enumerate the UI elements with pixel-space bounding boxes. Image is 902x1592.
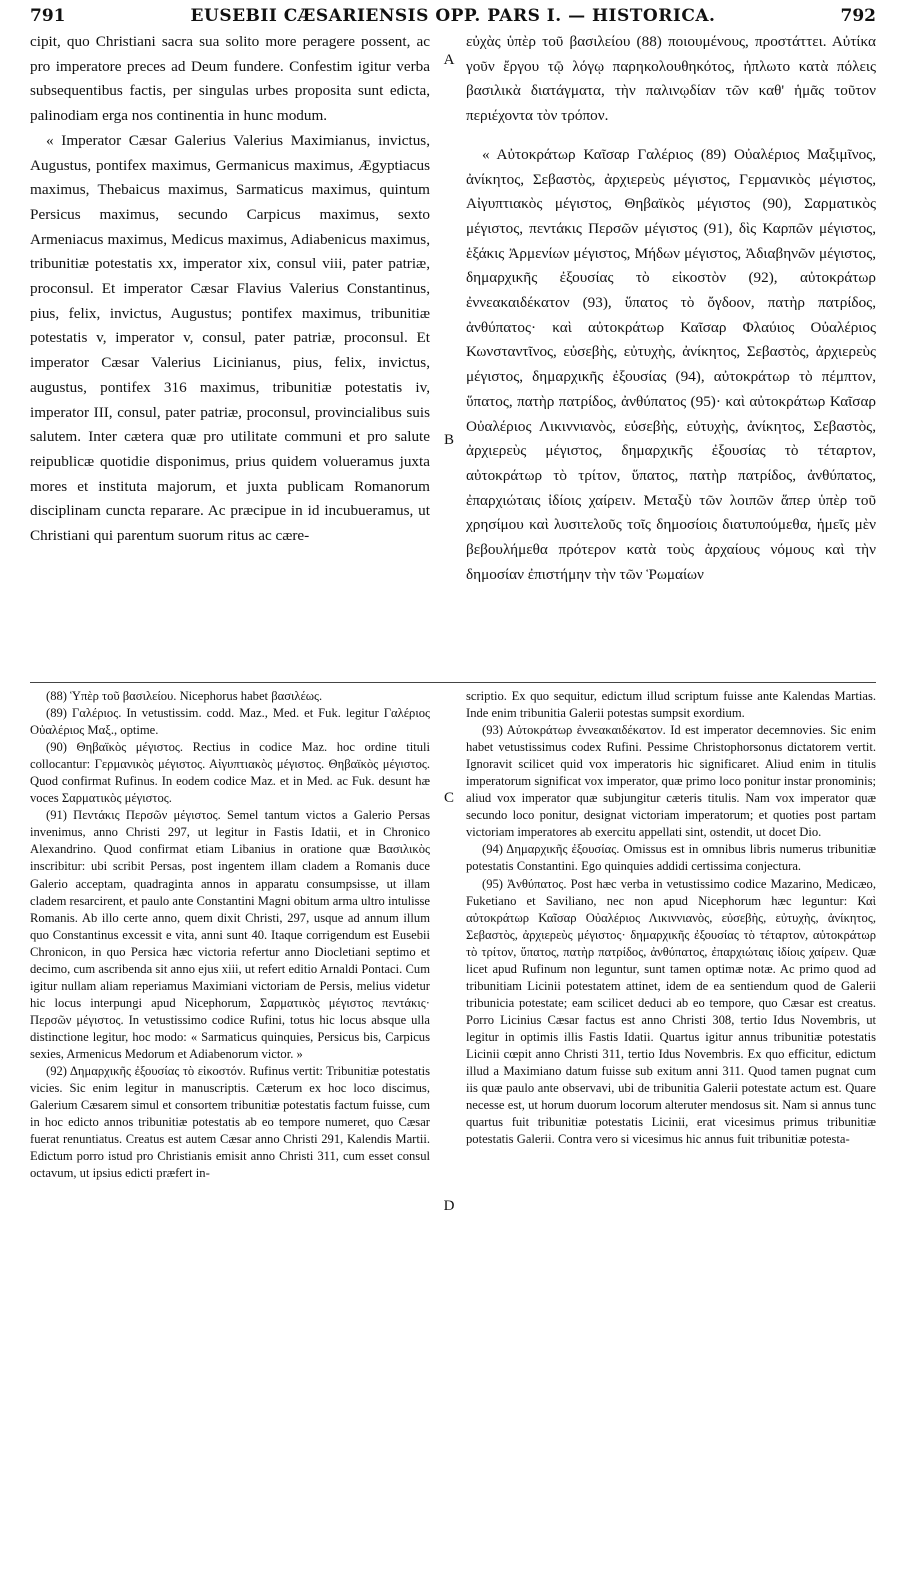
note-92: (92) Δημαρχικῆς ἐξουσίας τὸ εἰκοστόν. Rufinus vertit: Tribunitiæ potestatis vicies. Sic enim legitur in manuscriptis. Cæterum ex hoc loco discimus, Galerium Cæsarem simul et consortem tribunitiæ potestatis factum fuisse, cum in hoc edicto annos tribunitiæ potestatis ab eo tempore numeret, quo Cæsar fuerat renuntiatus. Creatus est autem Cæsar anno Christi 291, Kalendis Martii. Edictum porro istud pro Christianis emisit anno Christi 311, cum esset consul octavum, ut ipsius edicti præfert in-	[30, 1064, 430, 1181]
page-number-left: 791	[30, 6, 66, 26]
footnote-divider	[30, 682, 876, 683]
margin-letter-a: A	[443, 52, 455, 68]
running-header	[30, 6, 876, 32]
note-88: (88) Ὑπὲρ τοῦ βασιλείου. Nicephorus habet βασιλέως.	[46, 689, 323, 703]
notes-right-column	[466, 688, 876, 1583]
greek-paragraph-1: εὐχὰς ὑπὲρ τοῦ βασιλείου (88) ποιουμένους, προστάττει. Αὐτίκα γοῦν ἔργου τῷ λόγῳ παρηκολουθηκότος, ἡπλωτο κατὰ πόλεις βασιλικὰ διατάγματα, τὴν παλινῳδίαν τῶν καθ' ἡμᾶς τοῦτον περιέχοντα τὸν τρόπον.	[466, 33, 876, 125]
greek-paragraph-2: « Αὐτοκράτωρ Καῖσαρ Γαλέριος (89) Οὐαλέριος Μαξιμῖνος, ἀνίκητος, Σεβαστὸς, ἀρχιερεὺς μέγιστος, Γερμανικὸς μέγιστος, Αἰγυπτιακὸς μέγιστος, Θηβαϊκὸς μέγιστος (90), Σαρματικὸς μέγιστος, πεντάκις Περσῶν μέγιστος (91), δὶς Καρπῶν μέγιστος, ἑξάκις Ἀρμενίων μέγιστος, Μήδων μέγιστος, Ἀδιαβηνῶν μέγιστος, δημαρχικῆς ἐξουσίας τὸ εἰκοστὸν (92), αὐτοκράτωρ ἐννεακαιδέκατον (93), ὕπατος τὸ ὄγδοον, πατὴρ πατρίδος, ἀνθύπατος· καὶ αὐτοκράτωρ Καῖσαρ Φλαύιος Οὐαλέριος Κωνσταντῖνος, εὐσεβὴς, εὐτυχὴς, ἀνίκητος, Σεβαστὸς, ἀρχιερεὺς μέγιστος, δημαρχικῆς ἐξουσίας (94), αὐτοκράτωρ τὸ πέμπτον, ὕπατος, πατὴρ πατρίδος, ἀνθύπατος (95)· καὶ αὐτοκράτωρ Καῖσαρ Οὐαλέριος Λικιννιανὸς, εὐσεβὴς, εὐτυχὴς, ἀνίκητος, Σεβαστὸς, ἀρχιερεὺς μέγιστος, δημαρχικῆς ἐξουσίας τὸ τέταρτον, αὐτοκράτωρ τὸ τρίτον, ὕπατος, πατὴρ πατρίδος, ἀνθύπατος, ἐπαρχιώταις ἰδίοις χαίρειν. Μεταξὺ τῶν λοιπῶν ἅπερ ὑπὲρ τοῦ χρησίμου καὶ λυσιτελοῦς τοῖς δημοσίοις διατυπούμεθα, ἡμεῖς μὲν βεβουλήμεθα πρότερον κατὰ τοὺς ἀρχαίους νόμους καὶ τὴν δημοσίαν ἐπιστήμην τὴν τῶν Ῥωμαίων	[466, 145, 876, 583]
running-title: EUSEBII CÆSARIENSIS OPP. PARS I. — HISTORICA.	[190, 6, 716, 26]
note-93: (93) Αὐτοκράτωρ ἐννεακαιδέκατον. Id est imperator decemnovies. Sic enim habet vetustissimus codex Rufini. Pessime Christophorsonus dictatorem vertit. Ignoravit scilicet quid vox imperatoris hic significaret. Aliud enim in titulis imperatorum significat vox imperator, quæ primo loco ponitur instar pronominis; aliud vox imperator quæ subjungitur cæteris titulis. Nam vox imperator quæ secundo loco ponitur, designat victoriam imperatorum; et quoties post partam victoriam imperatores ab exercitu appellati sint, ostendit, ut docet Dio.	[466, 723, 876, 840]
main-greek-column	[466, 30, 876, 680]
note-95: (95) Ἀνθύπατος. Post hæc verba in vetustissimo codice Mazarino, Medicæo, Fuketiano et Saviliano, nec non apud Nicephorum hæc leguntur: Καὶ αὐτοκράτωρ Καῖσαρ Οὐαλέριος Λικιννιανὸς, εὐσεβὴς, εὐτυχὴς, ἀνίκητος, Σεβαστὸς, ἀρχιερεὺς μέγιστος· δημαρχικῆς ἐξουσίας τὸ τέταρτον, αὐτοκράτωρ τὸ τρίτον, ὕπατος, πατὴρ πατρίδος, ἀνθύπατος, ἐπαρχιώταις ἰδίοις χαίρειν. Quæ licet apud Rufinum non leguntur, sunt tamen optimæ notæ. Ac primo quod ad tribunitiam Licinii potestatem attinet, idem de ea sentiendum quod de Galerii tribunicia potestate; eam scilicet deduci ab eo tempore, quo Cæsar est creatus. Porro Licinius Cæsar factus est anno Christi 308, tertio Idus Novembris, ut legitur in optimis illis Fastis Idatii. Quartus igitur annus tribunitiæ potestatis Licinii cœpit anno Christi 311, tertio Idus Novembris. Ex quo efficitur, edictum illud a Maximiano datum fuisse sub exitum anni 311. Quod tamen pugnat cum iis quæ paulo ante observavi, ubi de tribunitia Galerii potestate actum est. Quare necesse est, ut horum duorum locorum alteruter mendosus sit. Nam si annus tunc quartus fuit tribunitiæ potestatis Licinii, erat vicesimus primus tribunitiæ potestatis Galerii. Contra vero si vicesimus hic annus fuit tribunitiæ potesta-	[466, 876, 876, 1147]
notes-left-column	[30, 688, 430, 1583]
latin-paragraph-2: « Imperator Cæsar Galerius Valerius Maximianus, invictus, Augustus, pontifex maximus, Germanicus maximus, Ægyptiacus maximus, Thebaicus maximus, Sarmaticus maximus, quintum Persicus maximus, secundo Carpicus maximus, sexto Armeniacus maximus, Medicus maximus, Adiabenicus maximus, tribunitiæ potestatis xx, imperator xix, consul viii, pater patriæ, proconsul. Et imperator Cæsar Flavius Valerius Constantinus, pius, felix, invictus, Augustus; pontifex maximus, tribunitiæ potestatis v, imperator v, consul, pater patriæ, proconsul. Et imperator Cæsar Valerius Licinianus, pius, felix, invictus, augustus, pontifex 316 maximus, tribunitiæ potestatis iv, imperator III, consul, pater patriæ, proconsul, provincialibus suis salutem. Inter cætera quæ pro utilitate communi et pro salute reipublicæ quotidie disponimus, prius quidem volueramus juxta mores et instituta majorum, et juxta publicam Romanorum disciplinam cuncta reparare. Ac præcipue in id incubueramus, ut Christiani qui parentum suorum ritus ac cære-	[30, 131, 430, 545]
note-94: (94) Δημαρχικῆς ἐξουσίας. Omissus est in omnibus libris numerus tribunitiæ potestatis Constantini. Ego quinquies addidi certissima conjectura.	[466, 842, 876, 874]
page-number-right: 792	[840, 6, 876, 26]
note-92-continued: scriptio. Ex quo sequitur, edictum illud scriptum fuisse ante Kalendas Martias. Inde enim tribunitia Galerii potestas sumpsit exordium.	[466, 689, 876, 721]
latin-paragraph-1: cipit, quo Christiani sacra sua solito more peragere possent, ac pro imperatore preces ad Deum fundere. Confestim igitur verba subsequentibus factis, per singulas urbes proposita sunt edicta, palinodiam erga nos continentia in hunc modum.	[30, 33, 430, 125]
margin-letter-b: B	[443, 432, 454, 448]
note-91: (91) Πεντάκις Περσῶν μέγιστος. Semel tantum victos a Galerio Persas invenimus, anno Christi 297, ut legitur in Fastis Idatii, et in Chronico Alexandrino. Quod confirmat etiam Libanius in oratione quæ Βασιλικὸς inscribitur: ubi scribit Persas, post ingentem illam cladem a Romanis duce Galerio acceptam, quadraginta annos in apparatu consumpsisse, ut illam cladem resarcirent, et paulo ante Constantini Magni obitum arma ultro intulisse Romanis. Ab illo certe anno, quem dixit Christi, 297, usque ad annum illum quo Constantinus excessit e vita, anni sunt 40. Itaque corrigendum est Eusebii Chronicon, in quo Persica hæc victoria refertur anno Diocletiani septimo et decimo, cum ascribenda sit anno ejus xiii, ut refert editio Arnaldi Pontaci. Cum igitur nullam aliam reperiamus Maximiani victoriam de Persis, melius videtur hic locus interpungi apud Nicephorum, Σαρματικὸς μέγιστος πεντάκις· Περσῶν μέγιστος. In vetustissimo codice Rufini, totus hic locus absque ulla distinctione legitur, hoc modo: « Sarmaticus quinquies, Persicus bis, Carpicus sexies, Armenicus Medorum et Adiabenorum victor. »	[30, 808, 430, 1061]
note-90: (90) Θηβαϊκὸς μέγιστος. Rectius in codice Maz. hoc ordine tituli collocantur: Γερμανικὸς μέγιστος. Αἰγυπτιακὸς μέγιστος. Θηβαϊκὸς μέγιστος. Quod confirmat Rufinus. In eodem codice Maz. et in Med. ac Fuk. desunt hæ voces Σαρματικὸς μέγιστος.	[30, 740, 430, 806]
margin-letter-c: C	[443, 790, 454, 806]
margin-letter-d: D	[443, 1198, 455, 1214]
note-89: (89) Γαλέριος. In vetustissim. codd. Maz., Med. et Fuk. legitur Γαλέριος Οὐαλέριος Μαξ., optime.	[30, 706, 430, 738]
main-latin-column	[30, 30, 430, 680]
